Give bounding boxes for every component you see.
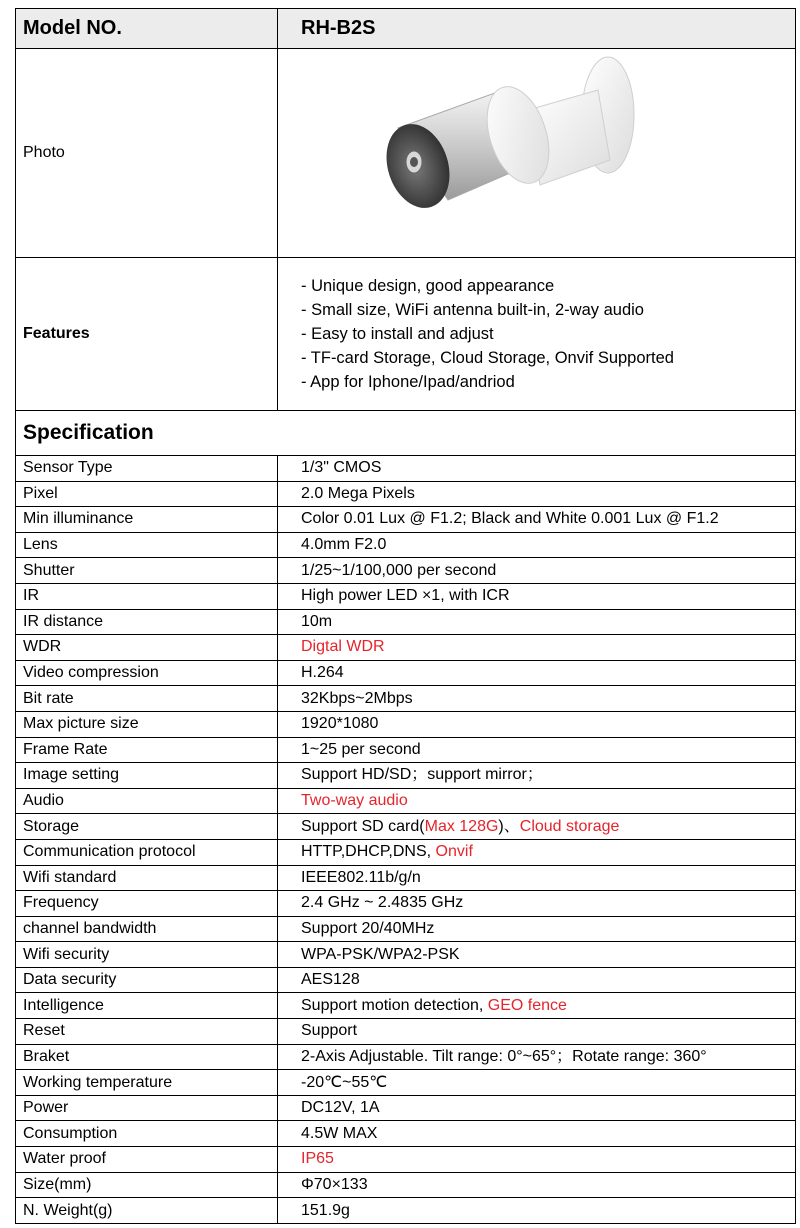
spec-row [16,1172,796,1198]
spec-row [16,814,796,840]
spec-row [16,481,796,507]
spec-value-highlight: Max 128G [424,817,499,835]
spec-value: 2.0 Mega Pixels [278,481,796,507]
spec-row [16,942,796,968]
spec-row [16,507,796,533]
spec-value: High power LED ×1, with ICR [278,583,796,609]
spec-row [16,916,796,942]
spec-label: Working temperature [16,1070,278,1096]
spec-value: 1/3" CMOS [278,456,796,482]
spec-label: Wifi security [16,942,278,968]
spec-row [16,532,796,558]
spec-label: channel bandwidth [16,916,278,942]
specification-heading-row [16,411,796,456]
spec-row [16,737,796,763]
specification-heading: Specification [16,411,796,456]
spec-value: Color 0.01 Lux @ F1.2; Black and White 0.001 Lux @ F1.2 [278,507,796,533]
spec-label: Min illuminance [16,507,278,533]
feature-item: - Easy to install and adjust [301,325,494,343]
spec-label: N. Weight(g) [16,1198,278,1224]
spec-value-highlight: GEO fence [487,996,567,1014]
features-row [16,258,796,411]
spec-value [278,839,796,865]
spec-value: Support [278,1019,796,1045]
spec-value: Support HD/SD；support mirror； [278,763,796,789]
spec-value: 1/25~1/100,000 per second [278,558,796,584]
model-label: Model NO. [16,9,278,49]
spec-label: Pixel [16,481,278,507]
spec-label: Data security [16,967,278,993]
spec-row [16,686,796,712]
spec-value: Φ70×133 [278,1172,796,1198]
spec-value-highlight: Onvif [435,843,473,861]
spec-row [16,1019,796,1045]
spec-label: Wifi standard [16,865,278,891]
spec-label: Image setting [16,763,278,789]
spec-row [16,1095,796,1121]
model-value: RH-B2S [278,9,796,49]
spec-row [16,1147,796,1173]
spec-row [16,891,796,917]
photo-label: Photo [16,49,278,258]
feature-item: - TF-card Storage, Cloud Storage, Onvif Supported [301,349,674,367]
spec-row [16,558,796,584]
spec-value-part: )、 [498,817,520,835]
spec-label: Water proof [16,1147,278,1173]
features-label: Features [16,258,278,411]
spec-row [16,1070,796,1096]
bullet-camera-image [278,50,796,256]
spec-label: WDR [16,635,278,661]
spec-value [278,993,796,1019]
spec-value: H.264 [278,660,796,686]
spec-row [16,660,796,686]
spec-value: IP65 [278,1147,796,1173]
feature-item: - App for Iphone/Ipad/andriod [301,373,515,391]
photo-row [16,49,796,258]
spec-table [15,8,796,1224]
spec-value-part: Support SD card( [301,817,425,835]
spec-value: 4.0mm F2.0 [278,532,796,558]
spec-label: Frame Rate [16,737,278,763]
spec-value: 10m [278,609,796,635]
spec-row [16,456,796,482]
spec-value: Support 20/40MHz [278,916,796,942]
spec-label: Lens [16,532,278,558]
spec-row [16,993,796,1019]
spec-value: Two-way audio [278,788,796,814]
feature-item: - Unique design, good appearance [301,277,555,295]
spec-value: 151.9g [278,1198,796,1224]
spec-value [278,814,796,840]
spec-value: AES128 [278,967,796,993]
spec-row [16,635,796,661]
spec-label: IR [16,583,278,609]
spec-value: IEEE802.11b/g/n [278,865,796,891]
spec-value-part: Support motion detection, [301,996,488,1014]
spec-label: Video compression [16,660,278,686]
spec-label: Audio [16,788,278,814]
spec-row [16,1044,796,1070]
model-row [16,9,796,49]
spec-row [16,865,796,891]
spec-label: Reset [16,1019,278,1045]
spec-value-part: HTTP,DHCP,DNS, [301,843,436,861]
spec-row [16,583,796,609]
spec-label: Braket [16,1044,278,1070]
spec-label: Size(mm) [16,1172,278,1198]
spec-value: 1920*1080 [278,711,796,737]
spec-value: 32Kbps~2Mbps [278,686,796,712]
spec-value: -20℃~55℃ [278,1070,796,1096]
spec-row [16,763,796,789]
spec-label: Consumption [16,1121,278,1147]
spec-label: Communication protocol [16,839,278,865]
spec-label: Shutter [16,558,278,584]
spec-value-highlight: Cloud storage [519,817,620,835]
spec-label: IR distance [16,609,278,635]
features-list [278,258,796,411]
spec-value: 1~25 per second [278,737,796,763]
spec-value: 4.5W MAX [278,1121,796,1147]
spec-row [16,839,796,865]
spec-row [16,711,796,737]
spec-row [16,609,796,635]
spec-row [16,1198,796,1224]
spec-row [16,788,796,814]
spec-row [16,1121,796,1147]
spec-label: Max picture size [16,711,278,737]
spec-value: WPA-PSK/WPA2-PSK [278,942,796,968]
feature-item: - Small size, WiFi antenna built-in, 2-way audio [301,301,644,319]
spec-value: DC12V, 1A [278,1095,796,1121]
spec-value: Digtal WDR [278,635,796,661]
spec-label: Sensor Type [16,456,278,482]
spec-label: Power [16,1095,278,1121]
spec-label: Frequency [16,891,278,917]
photo-cell [278,49,796,258]
spec-value: 2.4 GHz ~ 2.4835 GHz [278,891,796,917]
spec-value: 2-Axis Adjustable. Tilt range: 0°~65°；Rotate range: 360° [278,1044,796,1070]
spec-row [16,967,796,993]
spec-label: Bit rate [16,686,278,712]
spec-label: Storage [16,814,278,840]
spec-label: Intelligence [16,993,278,1019]
